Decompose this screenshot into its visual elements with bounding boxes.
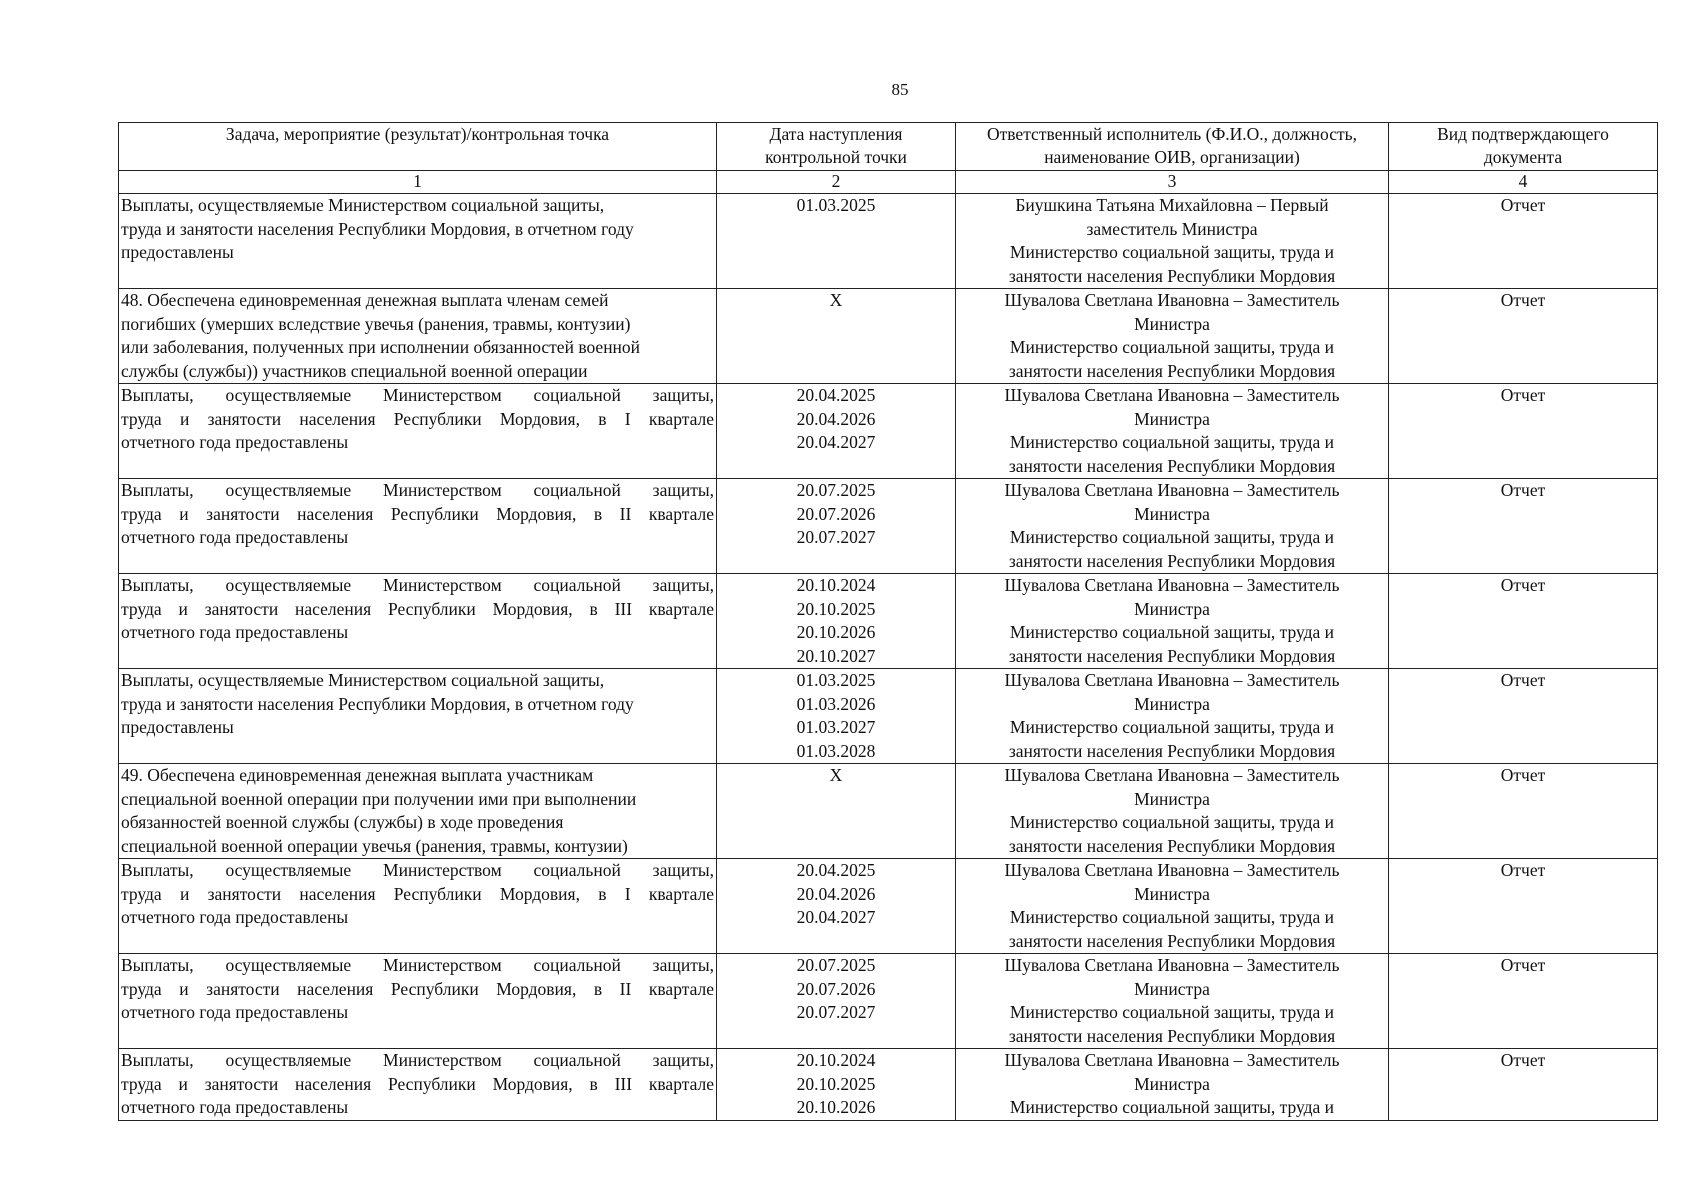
header-date-line-1: Дата наступления xyxy=(769,124,903,144)
control-date-cell xyxy=(717,669,956,764)
task-cell xyxy=(119,954,717,1049)
task-text-line: отчетного года предоставлены xyxy=(121,527,349,547)
task-cell xyxy=(119,764,717,859)
responsible-text-line: Министра xyxy=(1134,1073,1210,1094)
responsible-text-line: Шувалова Светлана Ивановна – Заместитель xyxy=(1004,765,1340,785)
control-date: 20.04.2025 xyxy=(796,860,876,880)
responsible-text-line: Шувалова Светлана Ивановна – Заместитель xyxy=(1004,955,1340,975)
task-text-line: отчетного года предоставлены xyxy=(121,1097,349,1117)
task-cell xyxy=(119,479,717,574)
plan-table xyxy=(118,122,1658,1121)
responsible-text-line: занятости населения Республики Мордовия xyxy=(1008,740,1336,761)
table-row xyxy=(119,479,1658,574)
responsible-text-line: Министерство социальной защиты, труда и xyxy=(1009,1097,1335,1117)
task-text-line: отчетного года предоставлены xyxy=(121,622,349,642)
responsible-text-line: Шувалова Светлана Ивановна – Заместитель xyxy=(1004,860,1340,880)
task-text-line: погибших (умерших вследствие увечья (ранения, травмы, контузии) xyxy=(121,313,631,334)
control-date-cell xyxy=(717,194,956,289)
document-type-cell xyxy=(1389,669,1658,764)
control-date: 20.04.2027 xyxy=(796,432,876,452)
table-body xyxy=(119,194,1658,1121)
header-date-line-2: контрольной точки xyxy=(765,147,907,167)
responsible-text-line: занятости населения Республики Мордовия xyxy=(1008,360,1336,381)
responsible-text-line: Министра xyxy=(1134,598,1210,619)
responsible-text-line: Шувалова Светлана Ивановна – Заместитель xyxy=(1004,670,1340,690)
task-cell xyxy=(119,384,717,479)
task-text-line: Выплаты, осуществляемые Министерством социальной защиты, xyxy=(121,670,605,690)
task-text-line: предоставлены xyxy=(121,242,234,262)
control-date: 20.07.2026 xyxy=(796,503,876,524)
header-date xyxy=(717,123,956,171)
task-cell xyxy=(119,859,717,954)
table-row xyxy=(119,764,1658,859)
table-row xyxy=(119,194,1658,289)
task-text-line: отчетного года предоставлены xyxy=(121,432,349,452)
responsible-text-line: Министра xyxy=(1134,788,1210,809)
document-type: Отчет xyxy=(1500,195,1546,215)
task-text-line: отчетного года предоставлены xyxy=(121,1002,349,1022)
responsible-cell xyxy=(956,954,1389,1049)
task-text-line: Выплаты, осуществляемые Министерством социальной защиты, xyxy=(121,385,714,405)
header-responsible-line-2: наименование ОИВ, организации) xyxy=(1044,147,1300,167)
responsible-text-line: Министерство социальной защиты, труда и xyxy=(1009,812,1335,832)
control-date-cell xyxy=(717,859,956,954)
table-row xyxy=(119,954,1658,1049)
responsible-cell xyxy=(956,1049,1389,1121)
document-type: Отчет xyxy=(1500,290,1546,310)
task-text-line: Выплаты, осуществляемые Министерством социальной защиты, xyxy=(121,1050,714,1070)
table-row xyxy=(119,669,1658,764)
responsible-text-line: Министра xyxy=(1134,408,1210,429)
control-date: 01.03.2025 xyxy=(796,195,876,215)
task-cell xyxy=(119,1049,717,1121)
task-text-line: специальной военной операции увечья (ранения, травмы, контузии) xyxy=(121,835,628,856)
responsible-text-line: занятости населения Республики Мордовия xyxy=(1008,1025,1336,1046)
document-type-cell xyxy=(1389,384,1658,479)
control-date: 20.07.2027 xyxy=(796,1002,876,1022)
document-type-cell xyxy=(1389,859,1658,954)
task-text-line: Выплаты, осуществляемые Министерством социальной защиты, xyxy=(121,860,714,880)
table-row xyxy=(119,859,1658,954)
responsible-text-line: заместитель Министра xyxy=(1086,218,1258,239)
control-date-cell xyxy=(717,384,956,479)
control-date: 01.03.2028 xyxy=(796,740,876,761)
control-date: 20.10.2027 xyxy=(796,645,876,666)
control-date: Х xyxy=(829,765,843,785)
responsible-text-line: занятости населения Республики Мордовия xyxy=(1008,645,1336,666)
control-date: 01.03.2027 xyxy=(796,717,876,737)
control-date: 01.03.2026 xyxy=(796,693,876,714)
control-date-cell xyxy=(717,574,956,669)
header-document-line-2: документа xyxy=(1483,147,1563,167)
control-date: 20.04.2026 xyxy=(796,408,876,429)
control-date-cell xyxy=(717,479,956,574)
responsible-cell xyxy=(956,384,1389,479)
responsible-text-line: занятости населения Республики Мордовия xyxy=(1008,455,1336,476)
task-text-line: Выплаты, осуществляемые Министерством социальной защиты, xyxy=(121,575,714,595)
control-date-cell xyxy=(717,1049,956,1121)
control-date: 20.10.2026 xyxy=(796,1097,876,1117)
control-date: 20.04.2027 xyxy=(796,907,876,927)
task-text-line: обязанностей военной службы (службы) в ходе проведения xyxy=(121,812,564,832)
responsible-cell xyxy=(956,859,1389,954)
task-text-line: труда и занятости населения Республики Мордовия, в I квартале xyxy=(121,408,714,429)
document-type-cell xyxy=(1389,479,1658,574)
header-responsible xyxy=(956,123,1389,171)
control-date: 20.10.2025 xyxy=(796,1073,876,1094)
table-header-row xyxy=(119,123,1658,171)
document-type-cell xyxy=(1389,954,1658,1049)
responsible-text-line: Министерство социальной защиты, труда и xyxy=(1009,527,1335,547)
responsible-text-line: Министра xyxy=(1134,978,1210,999)
responsible-cell xyxy=(956,764,1389,859)
task-cell xyxy=(119,289,717,384)
task-text-line: специальной военной операции при получении ими при выполнении xyxy=(121,788,637,809)
column-number: 4 xyxy=(1389,171,1658,194)
task-text-line: отчетного года предоставлены xyxy=(121,907,349,927)
table-row xyxy=(119,1049,1658,1121)
page-number: 85 xyxy=(891,80,909,99)
responsible-text-line: Министерство социальной защиты, труда и xyxy=(1009,1002,1335,1022)
task-text-line: 48. Обеспечена единовременная денежная выплата членам семей xyxy=(121,290,609,310)
responsible-cell xyxy=(956,289,1389,384)
header-task xyxy=(119,123,717,171)
document-type: Отчет xyxy=(1500,860,1546,880)
document-type-cell xyxy=(1389,1049,1658,1121)
table-row xyxy=(119,574,1658,669)
control-date: 20.07.2027 xyxy=(796,527,876,547)
task-text-line: труда и занятости населения Республики Мордовия, в II квартале xyxy=(121,978,714,999)
responsible-text-line: Шувалова Светлана Ивановна – Заместитель xyxy=(1004,480,1340,500)
task-cell xyxy=(119,574,717,669)
control-date: Х xyxy=(829,290,843,310)
responsible-text-line: занятости населения Республики Мордовия xyxy=(1008,265,1336,286)
document-type-cell xyxy=(1389,574,1658,669)
header-document-line-1: Вид подтверждающего xyxy=(1437,124,1609,144)
responsible-text-line: Шувалова Светлана Ивановна – Заместитель xyxy=(1004,575,1340,595)
responsible-cell xyxy=(956,574,1389,669)
responsible-text-line: Министра xyxy=(1134,503,1210,524)
document-type-cell xyxy=(1389,764,1658,859)
task-text-line: или заболевания, полученных при исполнении обязанностей военной xyxy=(121,337,641,357)
document-type: Отчет xyxy=(1500,670,1546,690)
column-number: 1 xyxy=(119,171,717,194)
task-text-line: труда и занятости населения Республики Мордовия, в III квартале xyxy=(121,598,714,619)
responsible-text-line: Министра xyxy=(1134,883,1210,904)
control-date: 20.07.2025 xyxy=(796,480,876,500)
task-text-line: 49. Обеспечена единовременная денежная выплата участникам xyxy=(121,765,594,785)
control-date: 20.10.2024 xyxy=(796,575,876,595)
task-text-line: труда и занятости населения Республики Мордовия, в I квартале xyxy=(121,883,714,904)
responsible-text-line: Министерство социальной защиты, труда и xyxy=(1009,622,1335,642)
control-date: 20.10.2025 xyxy=(796,598,876,619)
control-date: 20.04.2025 xyxy=(796,385,876,405)
task-text-line: Выплаты, осуществляемые Министерством социальной защиты, xyxy=(121,480,714,500)
document-type: Отчет xyxy=(1500,575,1546,595)
control-date: 20.07.2026 xyxy=(796,978,876,999)
responsible-text-line: Министерство социальной защиты, труда и xyxy=(1009,717,1335,737)
control-date-cell xyxy=(717,954,956,1049)
control-date: 20.10.2026 xyxy=(796,622,876,642)
task-text-line: труда и занятости населения Республики Мордовия, в II квартале xyxy=(121,503,714,524)
responsible-text-line: занятости населения Республики Мордовия xyxy=(1008,930,1336,951)
responsible-text-line: Министерство социальной защиты, труда и xyxy=(1009,907,1335,927)
control-date: 20.10.2024 xyxy=(796,1050,876,1070)
document-type: Отчет xyxy=(1500,1050,1546,1070)
task-text-line: труда и занятости населения Республики Мордовия, в отчетном году xyxy=(121,693,634,714)
responsible-cell xyxy=(956,479,1389,574)
column-number: 2 xyxy=(717,171,956,194)
responsible-text-line: Министерство социальной защиты, труда и xyxy=(1009,337,1335,357)
document-type: Отчет xyxy=(1500,955,1546,975)
responsible-cell xyxy=(956,669,1389,764)
task-text-line: труда и занятости населения Республики Мордовия, в отчетном году xyxy=(121,218,634,239)
responsible-text-line: Биушкина Татьяна Михайловна – Первый xyxy=(1015,195,1329,215)
task-text-line: труда и занятости населения Республики Мордовия, в III квартале xyxy=(121,1073,714,1094)
responsible-text-line: Министерство социальной защиты, труда и xyxy=(1009,432,1335,452)
header-responsible-line-1: Ответственный исполнитель (Ф.И.О., должность, xyxy=(986,124,1357,144)
header-document xyxy=(1389,123,1658,171)
responsible-text-line: Министерство социальной защиты, труда и xyxy=(1009,242,1335,262)
responsible-text-line: занятости населения Республики Мордовия xyxy=(1008,835,1336,856)
control-date: 20.07.2025 xyxy=(796,955,876,975)
responsible-cell xyxy=(956,194,1389,289)
task-cell xyxy=(119,194,717,289)
responsible-text-line: Министра xyxy=(1134,313,1210,334)
responsible-text-line: Шувалова Светлана Ивановна – Заместитель xyxy=(1004,385,1340,405)
document-type-cell xyxy=(1389,194,1658,289)
task-cell xyxy=(119,669,717,764)
responsible-text-line: Шувалова Светлана Ивановна – Заместитель xyxy=(1004,1050,1340,1070)
header-task-text: Задача, мероприятие (результат)/контрольная точка xyxy=(225,124,610,144)
column-number-row xyxy=(119,171,1658,194)
responsible-text-line: Шувалова Светлана Ивановна – Заместитель xyxy=(1004,290,1340,310)
control-date-cell xyxy=(717,289,956,384)
task-text-line: предоставлены xyxy=(121,717,234,737)
document-type: Отчет xyxy=(1500,480,1546,500)
control-date: 01.03.2025 xyxy=(796,670,876,690)
column-number: 3 xyxy=(956,171,1389,194)
task-text-line: Выплаты, осуществляемые Министерством социальной защиты, xyxy=(121,955,714,975)
task-text-line: службы (службы)) участников специальной военной операции xyxy=(121,360,588,381)
responsible-text-line: занятости населения Республики Мордовия xyxy=(1008,550,1336,571)
task-text-line: Выплаты, осуществляемые Министерством социальной защиты, xyxy=(121,195,605,215)
document-type-cell xyxy=(1389,289,1658,384)
document-type: Отчет xyxy=(1500,385,1546,405)
table-row xyxy=(119,384,1658,479)
responsible-text-line: Министра xyxy=(1134,693,1210,714)
table-row xyxy=(119,289,1658,384)
control-date-cell xyxy=(717,764,956,859)
document-type: Отчет xyxy=(1500,765,1546,785)
control-date: 20.04.2026 xyxy=(796,883,876,904)
